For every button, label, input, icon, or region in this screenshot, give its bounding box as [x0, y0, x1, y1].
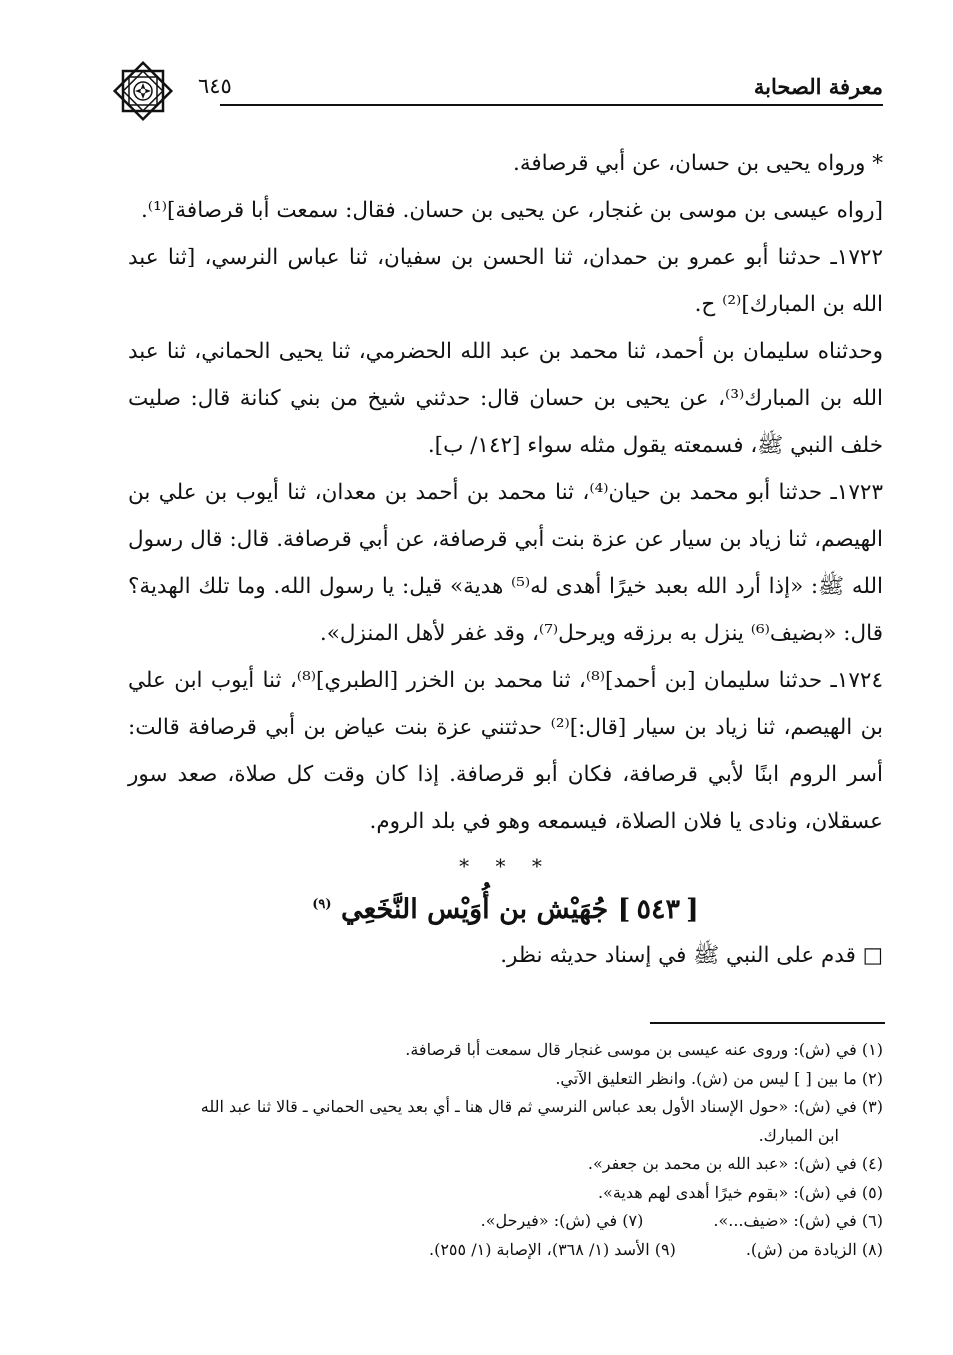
- footnote: (٨) الزيادة من (ش).: [745, 1239, 883, 1259]
- running-title: معرفة الصحابة: [753, 74, 883, 99]
- heading-number: ٥٤٣: [636, 894, 680, 925]
- footnote-row: [116, 1207, 883, 1236]
- footnote-row: [116, 1236, 883, 1265]
- paragraph: ١٧٢٤ـ حدثنا سليمان [بن أحمد]⁽⁸⁾، ثنا محمد بن الخزر [الطبري]⁽⁸⁾، ثنا أيوب ابن علي بن الهيصم، ثنا زياد بن سيار [قال:]⁽²⁾ حدثتني عزة بنت عياض بن أبي قرصافة قالت: أسر الروم ابنًا لأبي قرصافة، فكان أبو قرصافة. إذا كان وقت كل صلاة، صعد سور عسقلان، ونادى يا فلان الصلاة، فيسمعه وهو في بلد الروم.: [128, 668, 884, 834]
- footnote: (٤) في (ش): «عبد الله بن محمد بن جعفر».: [587, 1154, 883, 1173]
- paragraph: [رواه عيسى بن موسى بن غنجار، عن يحيى بن حسان. فقال: سمعت أبا قرصافة]⁽¹⁾.: [140, 198, 883, 223]
- heading-footnote-ref: (٩): [312, 897, 332, 912]
- paragraph: ١٧٢٢ـ حدثنا أبو عمرو بن حمدان، ثنا الحسن بن سفيان، ثنا عباس النرسي، [ثنا عبد الله بن المبارك]⁽²⁾ ح.: [128, 245, 883, 317]
- footnote-rule: [650, 1022, 885, 1024]
- heading-name: جُهَيْش بن أُوَيْس النَّخَعِي: [340, 894, 609, 925]
- paragraph: وحدثناه سليمان بن أحمد، ثنا محمد بن عبد الله الحضرمي، ثنا يحيى الحماني، ثنا عبد الله بن المبارك⁽³⁾، عن يحيى بن حسان قال: حدثني شيخ من بني كنانة قال: صليت خلف النبي ﷺ، فسمعته يقول مثله سواء [١٤٢/ ب].: [128, 339, 883, 458]
- main-text: [128, 140, 883, 979]
- footnote: (٦) في (ش): «ضيف...».: [713, 1211, 883, 1230]
- paragraph: ١٧٢٣ـ حدثنا أبو محمد بن حيان⁽⁴⁾، ثنا محمد بن أحمد بن معدان، ثنا أيوب بن علي بن الهيصم، ثنا زياد بن سيار عن عزة بنت أبي قرصافة، عن أبي قرصافة. قال: قال رسول الله ﷺ: «إذا أرد الله بعبد خيرًا أهدى له⁽⁵⁾ هدية» قيل: يا رسول الله. وما تلك الهدية؟ قال: «بضيف⁽⁶⁾ ينزل به برزقه ويرحل⁽⁷⁾، وقد غفر لأهل المنزل».: [128, 480, 883, 646]
- footnote: (١) في (ش): وروى عنه عيسى بن موسى غنجار قال سمعت أبا قرصافة.: [405, 1040, 883, 1059]
- footnotes: [116, 1036, 883, 1264]
- footnote-continuation: ابن المبارك.: [758, 1125, 839, 1145]
- footnote: (٥) في (ش): «بقوم خيرًا أهدى لهم هدية».: [597, 1182, 883, 1202]
- footnote: (٢) ما بين [ ] ليس من (ش). وانظر التعليق الآتي.: [555, 1068, 883, 1088]
- paragraph: □ قدم على النبي ﷺ في إسناد حديثه نظر.: [500, 943, 883, 968]
- octagonal-star-ornament-icon: [108, 56, 178, 126]
- footnote: (٧) في (ش): «فيرحل».: [480, 1211, 644, 1230]
- page-number: ٦٤٥: [198, 74, 232, 98]
- section-separator: * * *: [459, 854, 552, 878]
- paragraph: * ورواه يحيى بن حسان، عن أبي قرصافة.: [512, 151, 883, 176]
- section-heading: [٥٤٣] جُهَيْش بن أُوَيْس النَّخَعِي $^{(٩)}$: [312, 894, 699, 925]
- page-header: [120, 68, 883, 108]
- footnote: (٩) الأسد (١/ ٣٦٨)، الإصابة (١/ ٢٥٥).: [429, 1239, 676, 1259]
- footnote: (٣) في (ش): «حول الإسناد الأول بعد عباس النرسي ثم قال هنا ـ أي بعد يحيى الحماني ـ قالا ثنا عبد الله: [200, 1097, 883, 1116]
- header-rule: [220, 104, 883, 106]
